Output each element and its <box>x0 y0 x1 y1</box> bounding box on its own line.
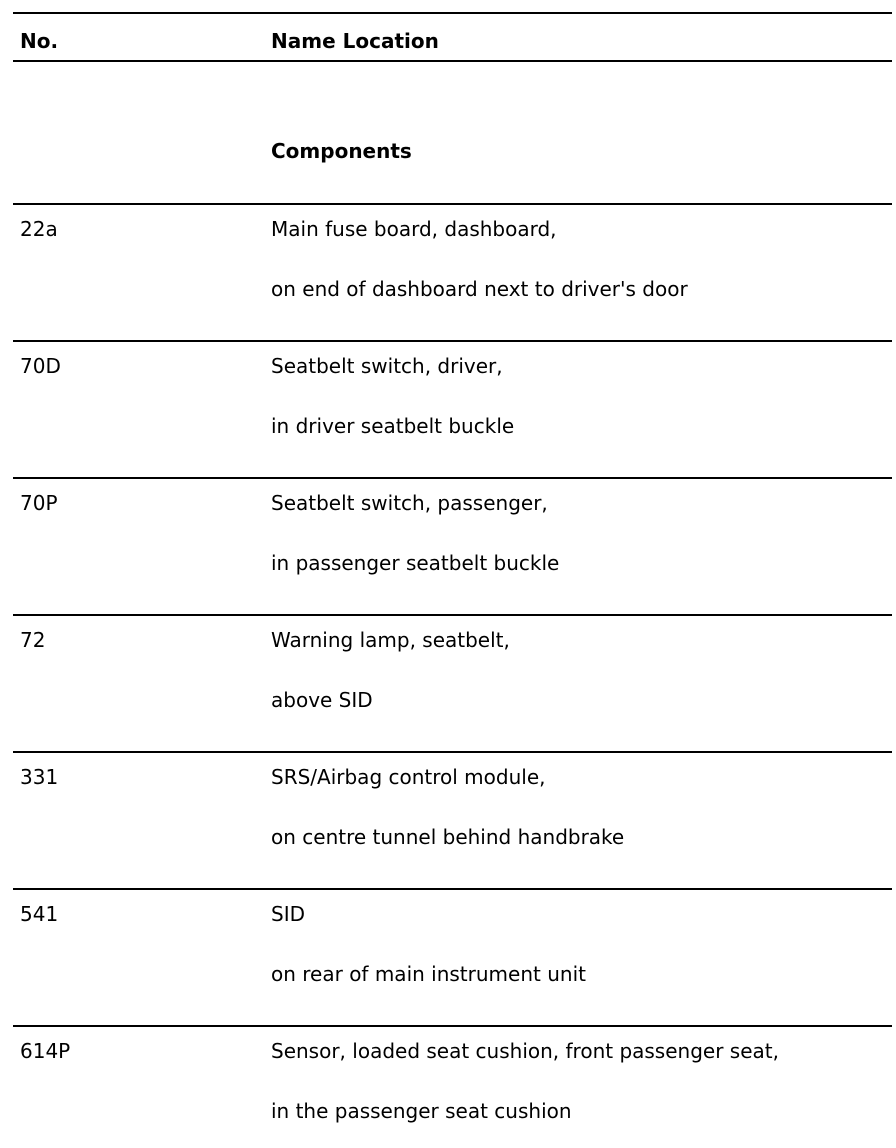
section-title: Components <box>271 139 412 163</box>
row-name: Main fuse board, dashboard, <box>271 217 557 241</box>
table-row <box>13 342 892 477</box>
row-number: 70D <box>20 354 61 378</box>
row-location: in the passenger seat cushion <box>271 1099 572 1123</box>
table-row <box>13 1027 892 1147</box>
row-location: on end of dashboard next to driver's door <box>271 277 688 301</box>
row-name: Warning lamp, seatbelt, <box>271 628 510 652</box>
table-row <box>13 479 892 614</box>
row-location: in passenger seatbelt buckle <box>271 551 560 575</box>
row-name: Seatbelt switch, passenger, <box>271 491 548 515</box>
header-name-location: Name Location <box>271 29 439 53</box>
row-name: SID <box>271 902 305 926</box>
table-row <box>13 753 892 888</box>
table-header <box>13 14 892 60</box>
row-number: 331 <box>20 765 59 789</box>
row-location: in driver seatbelt buckle <box>271 414 515 438</box>
row-location: on centre tunnel behind handbrake <box>271 825 625 849</box>
row-number: 541 <box>20 902 59 926</box>
row-number: 70P <box>20 491 58 515</box>
section-header <box>13 62 892 203</box>
row-number: 72 <box>20 628 46 652</box>
row-location: above SID <box>271 688 373 712</box>
row-name: Sensor, loaded seat cushion, front passenger seat, <box>271 1039 779 1063</box>
table-row <box>13 205 892 340</box>
row-name: Seatbelt switch, driver, <box>271 354 503 378</box>
row-name: SRS/Airbag control module, <box>271 765 546 789</box>
table-row <box>13 890 892 1025</box>
components-table <box>13 12 892 1147</box>
header-no: No. <box>20 29 59 53</box>
row-number: 614P <box>20 1039 71 1063</box>
row-location: on rear of main instrument unit <box>271 962 586 986</box>
table-row <box>13 616 892 751</box>
row-number: 22a <box>20 217 58 241</box>
